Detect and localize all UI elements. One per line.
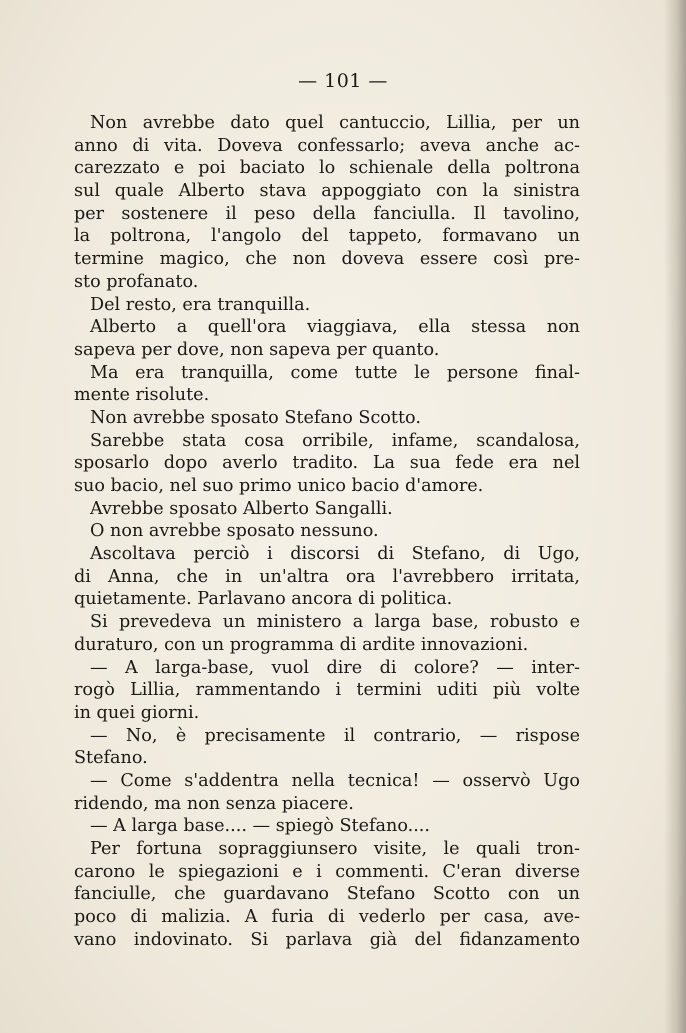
- text-line: vano indovinato. Si parlava già del fidanzamento: [74, 929, 580, 950]
- page-number: — 101 —: [298, 70, 388, 92]
- text-line: quietamente. Parlavano ancora di politica.: [74, 589, 453, 610]
- text-line: in quei giorni.: [74, 702, 200, 723]
- text-line: carono le spiegazioni e i commenti. C'eran diverse: [74, 861, 580, 882]
- text-line: — No, è precisamente il contrario, — rispose: [90, 725, 580, 746]
- text-line: — A larga-base, vuol dire di colore? — inter-: [90, 657, 580, 678]
- text-line: Si prevedeva un ministero a larga base, robusto e: [90, 612, 580, 633]
- text-line: duraturo, con un programma di ardite innovazioni.: [74, 634, 529, 655]
- text-line: rogò Lillia, rammentando i termini uditi più volte: [74, 680, 580, 701]
- text-line: termine magico, che non doveva essere così pre-: [74, 249, 580, 270]
- text-line: Avrebbe sposato Alberto Sangalli.: [90, 498, 393, 519]
- text-line: mente risolute.: [74, 385, 210, 406]
- text-line: fanciulle, che guardavano Stefano Scotto con un: [74, 884, 580, 905]
- text-line: — A larga base.... — spiegò Stefano....: [90, 816, 430, 837]
- text-line: Sarebbe stata cosa orribile, infame, scandalosa,: [90, 430, 580, 451]
- text-line: suo bacio, nel suo primo unico bacio d'amore.: [74, 476, 484, 496]
- text-line: la poltrona, l'angolo del tappeto, formavano un: [74, 226, 580, 247]
- text-line: sapeva per dove, non sapeva per quanto.: [74, 339, 440, 360]
- text-line: Alberto a quell'ora viaggiava, ella stessa non: [90, 317, 580, 338]
- text-line: O non avrebbe sposato nessuno.: [90, 521, 379, 542]
- text-line: — Come s'addentra nella tecnica! — osservò Ugo: [90, 770, 580, 791]
- text-line: poco di malizia. A furia di vederlo per casa, ave-: [74, 907, 580, 928]
- text-line: Ma era tranquilla, come tutte le persone final-: [90, 362, 580, 383]
- text-line: sto profanato.: [74, 271, 199, 292]
- text-line: Stefano.: [74, 748, 148, 769]
- text-line: Non avrebbe dato quel cantuccio, Lillia, per un: [90, 113, 580, 133]
- text-line: per sostenere il peso della fanciulla. Il tavolino,: [74, 203, 580, 224]
- page-edge-shadow: [664, 0, 686, 1033]
- text-line: ridendo, ma non senza piacere.: [74, 793, 354, 814]
- text-line: Per fortuna sopraggiunsero visite, le quali tron-: [90, 839, 580, 859]
- text-line: carezzato e poi baciato lo schienale della poltrona: [74, 158, 580, 179]
- text-line: sposarlo dopo averlo tradito. La sua fede era nel: [74, 453, 580, 474]
- body-text: [74, 112, 580, 951]
- text-line: di Anna, che in un'altra ora l'avrebbero irritata,: [74, 566, 580, 587]
- text-line: sul quale Alberto stava appoggiato con la sinistra: [74, 181, 580, 202]
- text-line: Del resto, era tranquilla.: [90, 294, 311, 315]
- text-line: Non avrebbe sposato Stefano Scotto.: [90, 407, 421, 428]
- text-line: anno di vita. Doveva confessarlo; aveva anche ac-: [74, 135, 580, 156]
- text-line: Ascoltava perciò i discorsi di Stefano, di Ugo,: [90, 544, 580, 565]
